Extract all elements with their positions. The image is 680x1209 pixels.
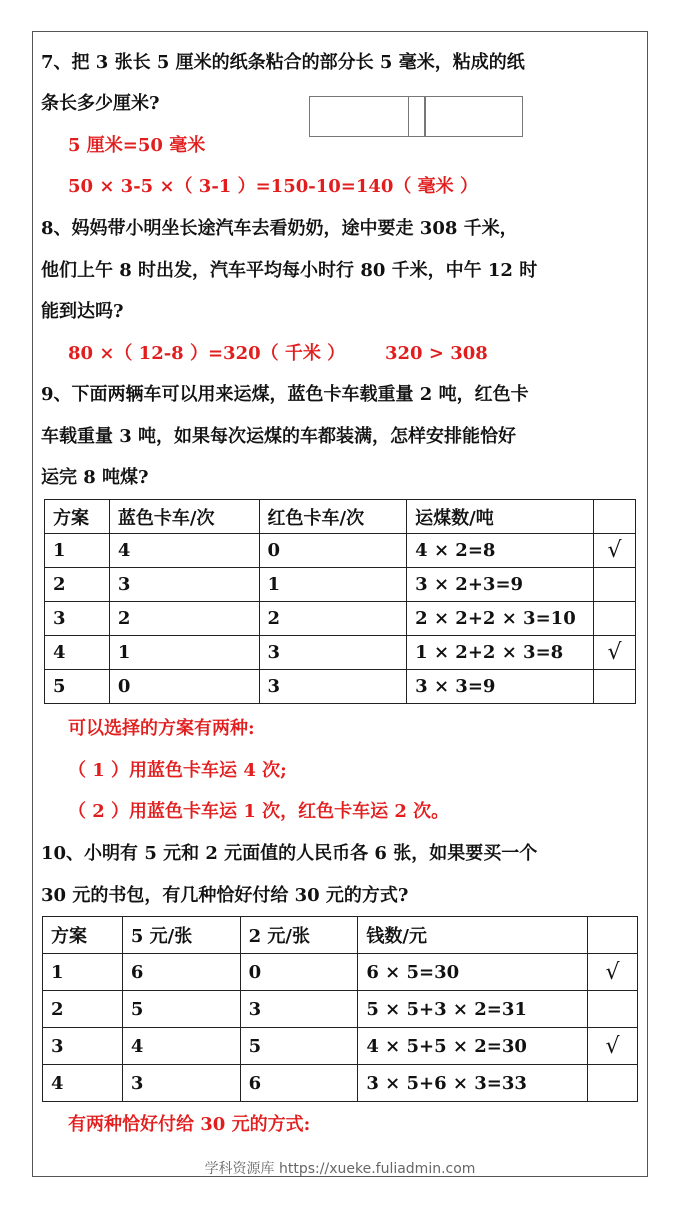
q10-table — [42, 916, 638, 1102]
table-cell: 1 — [45, 534, 110, 568]
table-cell: 3 × 3=9 — [407, 670, 594, 704]
table-cell: 3 × 2+3=9 — [407, 568, 594, 602]
table-cell: 3 — [259, 636, 407, 670]
footer-watermark: 学科资源库 https://xueke.fuliadmin.com — [204, 1161, 476, 1177]
q9-text-line1: 9、下面两辆车可以用来运煤，蓝色卡车载重量 2 吨，红色卡 — [41, 384, 529, 405]
q10-answer-1: 有两种恰好付给 30 元的方式: — [68, 1114, 311, 1135]
paper-strip-diagram — [309, 96, 523, 137]
table-header-cell: 方案 — [45, 500, 110, 534]
table-cell: 6 × 5=30 — [358, 954, 588, 991]
table-header-cell: 钱数/元 — [358, 917, 588, 954]
table-header-row — [45, 500, 636, 534]
table-row — [45, 670, 636, 704]
table-cell: 3 — [259, 670, 407, 704]
table-cell: 1 — [109, 636, 259, 670]
q7-answer-1: 5 厘米=50 毫米 — [68, 135, 206, 156]
table-row — [43, 991, 638, 1028]
table-cell: 4 — [43, 1065, 123, 1102]
table-header-cell: 5 元/张 — [122, 917, 240, 954]
table-cell: 3 — [43, 1028, 123, 1065]
table-cell: 0 — [240, 954, 358, 991]
checkmark-cell: √ — [594, 534, 636, 568]
checkmark-cell — [588, 991, 638, 1028]
table-header-cell: 方案 — [43, 917, 123, 954]
checkmark-cell — [594, 602, 636, 636]
q8-answer-1: 80 ×（ 12-8 ）=320（ 千米 ） — [68, 343, 346, 364]
table-cell: 2 — [259, 602, 407, 636]
checkmark-cell: √ — [594, 636, 636, 670]
table-header-cell: 运煤数/吨 — [407, 500, 594, 534]
checkmark-cell — [594, 568, 636, 602]
table-cell: 4 × 2=8 — [407, 534, 594, 568]
table-cell: 2 — [43, 991, 123, 1028]
table-header-cell — [588, 917, 638, 954]
table-cell: 5 — [240, 1028, 358, 1065]
table-row — [45, 534, 636, 568]
table-header-cell: 红色卡车/次 — [259, 500, 407, 534]
q9-text-line2: 车载重量 3 吨，如果每次运煤的车都装满，怎样安排能恰好 — [41, 426, 517, 447]
q9-answer-2: （ 1 ）用蓝色卡车运 4 次; — [68, 760, 287, 781]
table-cell: 4 — [122, 1028, 240, 1065]
q9-answer-3: （ 2 ）用蓝色卡车运 1 次，红色卡车运 2 次。 — [68, 801, 450, 822]
table-row — [45, 602, 636, 636]
table-header-cell: 2 元/张 — [240, 917, 358, 954]
table-cell: 3 — [122, 1065, 240, 1102]
table-cell: 0 — [109, 670, 259, 704]
table-cell: 4 × 5+5 × 2=30 — [358, 1028, 588, 1065]
table-cell: 5 — [122, 991, 240, 1028]
q9-text-line3: 运完 8 吨煤? — [41, 467, 149, 488]
table-cell: 3 × 5+6 × 3=33 — [358, 1065, 588, 1102]
table-cell: 3 — [109, 568, 259, 602]
q8-answer-2: 320 > 308 — [385, 343, 488, 364]
table-cell: 3 — [45, 602, 110, 636]
q10-text-line2: 30 元的书包，有几种恰好付给 30 元的方式? — [41, 885, 409, 906]
q7-text-line1: 7、把 3 张长 5 厘米的纸条粘合的部分长 5 毫米，粘成的纸 — [41, 52, 525, 73]
table-cell: 5 × 5+3 × 2=31 — [358, 991, 588, 1028]
table-row — [43, 1028, 638, 1065]
table-cell: 4 — [109, 534, 259, 568]
q8-text-line1: 8、妈妈带小明坐长途汽车去看奶奶，途中要走 308 千米， — [41, 218, 518, 239]
table-cell: 2 — [45, 568, 110, 602]
table-row — [45, 568, 636, 602]
table-row — [43, 1065, 638, 1102]
checkmark-cell: √ — [588, 954, 638, 991]
q7-text-line2: 条长多少厘米? — [41, 93, 160, 114]
table-cell: 0 — [259, 534, 407, 568]
table-cell: 6 — [240, 1065, 358, 1102]
table-header-cell — [594, 500, 636, 534]
table-cell: 1 — [259, 568, 407, 602]
table-cell: 3 — [240, 991, 358, 1028]
paper-strip-overlap-1 — [408, 96, 425, 137]
table-cell: 2 × 2+2 × 3=10 — [407, 602, 594, 636]
checkmark-cell — [588, 1065, 638, 1102]
table-cell: 2 — [109, 602, 259, 636]
table-row — [45, 636, 636, 670]
checkmark-cell: √ — [588, 1028, 638, 1065]
checkmark-cell — [594, 670, 636, 704]
table-header-cell: 蓝色卡车/次 — [109, 500, 259, 534]
paper-strip-2 — [425, 96, 523, 137]
table-row — [43, 954, 638, 991]
q9-table — [44, 499, 636, 704]
table-cell: 5 — [45, 670, 110, 704]
q8-text-line3: 能到达吗? — [41, 301, 124, 322]
q9-answer-1: 可以选择的方案有两种: — [68, 718, 255, 739]
q7-answer-2: 50 × 3-5 ×（ 3-1 ）=150-10=140（ 毫米 ） — [68, 176, 478, 197]
q10-text-line1: 10、小明有 5 元和 2 元面值的人民币各 6 张，如果要买一个 — [41, 843, 538, 864]
table-header-row — [43, 917, 638, 954]
table-cell: 6 — [122, 954, 240, 991]
table-cell: 4 — [45, 636, 110, 670]
table-cell: 1 — [43, 954, 123, 991]
table-cell: 1 × 2+2 × 3=8 — [407, 636, 594, 670]
q8-text-line2: 他们上午 8 时出发，汽车平均每小时行 80 千米，中午 12 时 — [41, 260, 538, 281]
